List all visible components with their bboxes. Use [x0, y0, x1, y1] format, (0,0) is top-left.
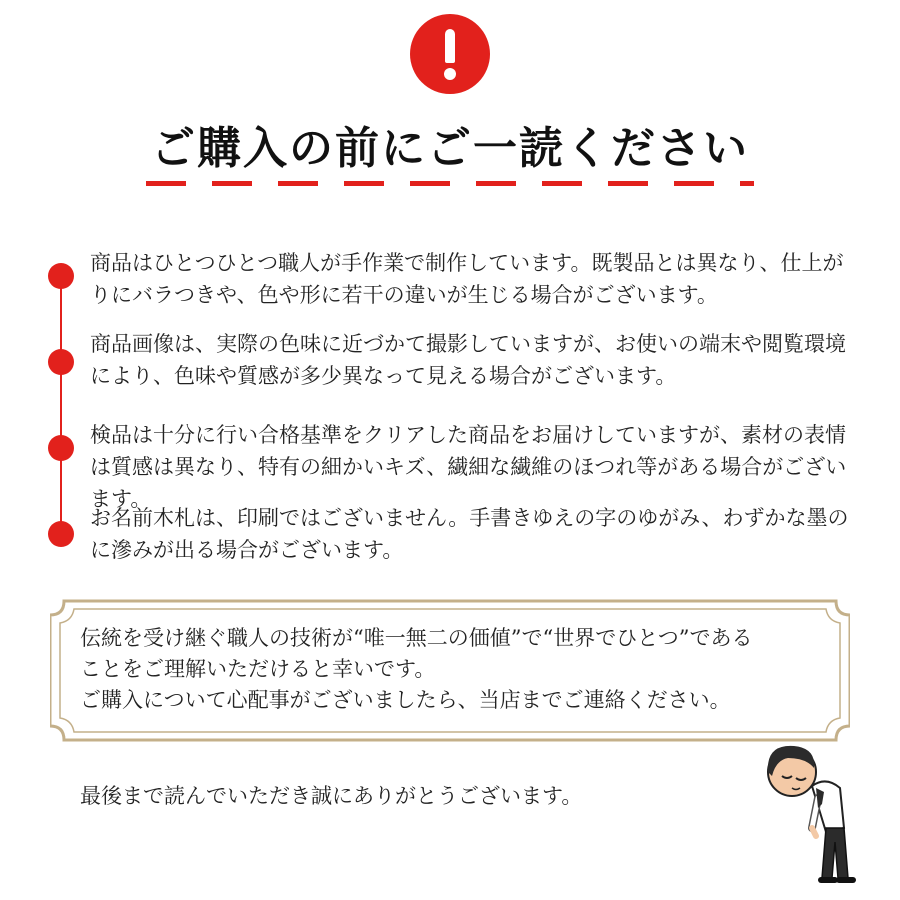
bullet-dot-3 [48, 435, 74, 461]
bullet-dot-4 [48, 521, 74, 547]
closing-text: 最後まで読んでいただき誠にありがとうございます。 [80, 784, 583, 808]
exclamation-icon [410, 14, 490, 94]
note-item-1: 商品はひとつひとつ職人が手作業で制作しています。既製品とは異なり、仕上がりにバラつきや、色や形に若干の違いが生じる場合がございます。 [90, 251, 844, 307]
note-item-3: 検品は十分に行い合格基準をクリアした商品をお届けしていますが、素材の表情は質感は異なり、特有の細かいキズ、繊細な繊維のほつれ等がある場合がございます。 [90, 423, 847, 511]
message-line-3: ご購入について心配事がございましたら、当店までご連絡ください。 [80, 688, 731, 712]
note-item-4: お名前木札は、印刷ではございません。手書きゆえの字のゆがみ、わずかな墨のに滲みが出る場合がございます。 [90, 506, 849, 562]
note-item-2: 商品画像は、実際の色味に近づかて撮影していますが、お使いの端末や閲覧環境により、色味や質感が多少異なって見える場合がございます。 [90, 332, 846, 388]
bowing-man-icon [752, 728, 872, 888]
bullet-dot-2 [48, 349, 74, 375]
message-text [80, 623, 850, 716]
bullet-dot-1 [48, 263, 74, 289]
title-dashed-underline [146, 181, 754, 186]
message-line-1: 伝統を受け継ぐ職人の技術が“唯一無二の価値”で“世界でひとつ”である [80, 626, 753, 650]
message-line-2: ことをご理解いただけると幸いです。 [80, 657, 436, 681]
timeline-line [60, 272, 62, 534]
page-title: ご購入の前にご一読ください [151, 123, 749, 174]
